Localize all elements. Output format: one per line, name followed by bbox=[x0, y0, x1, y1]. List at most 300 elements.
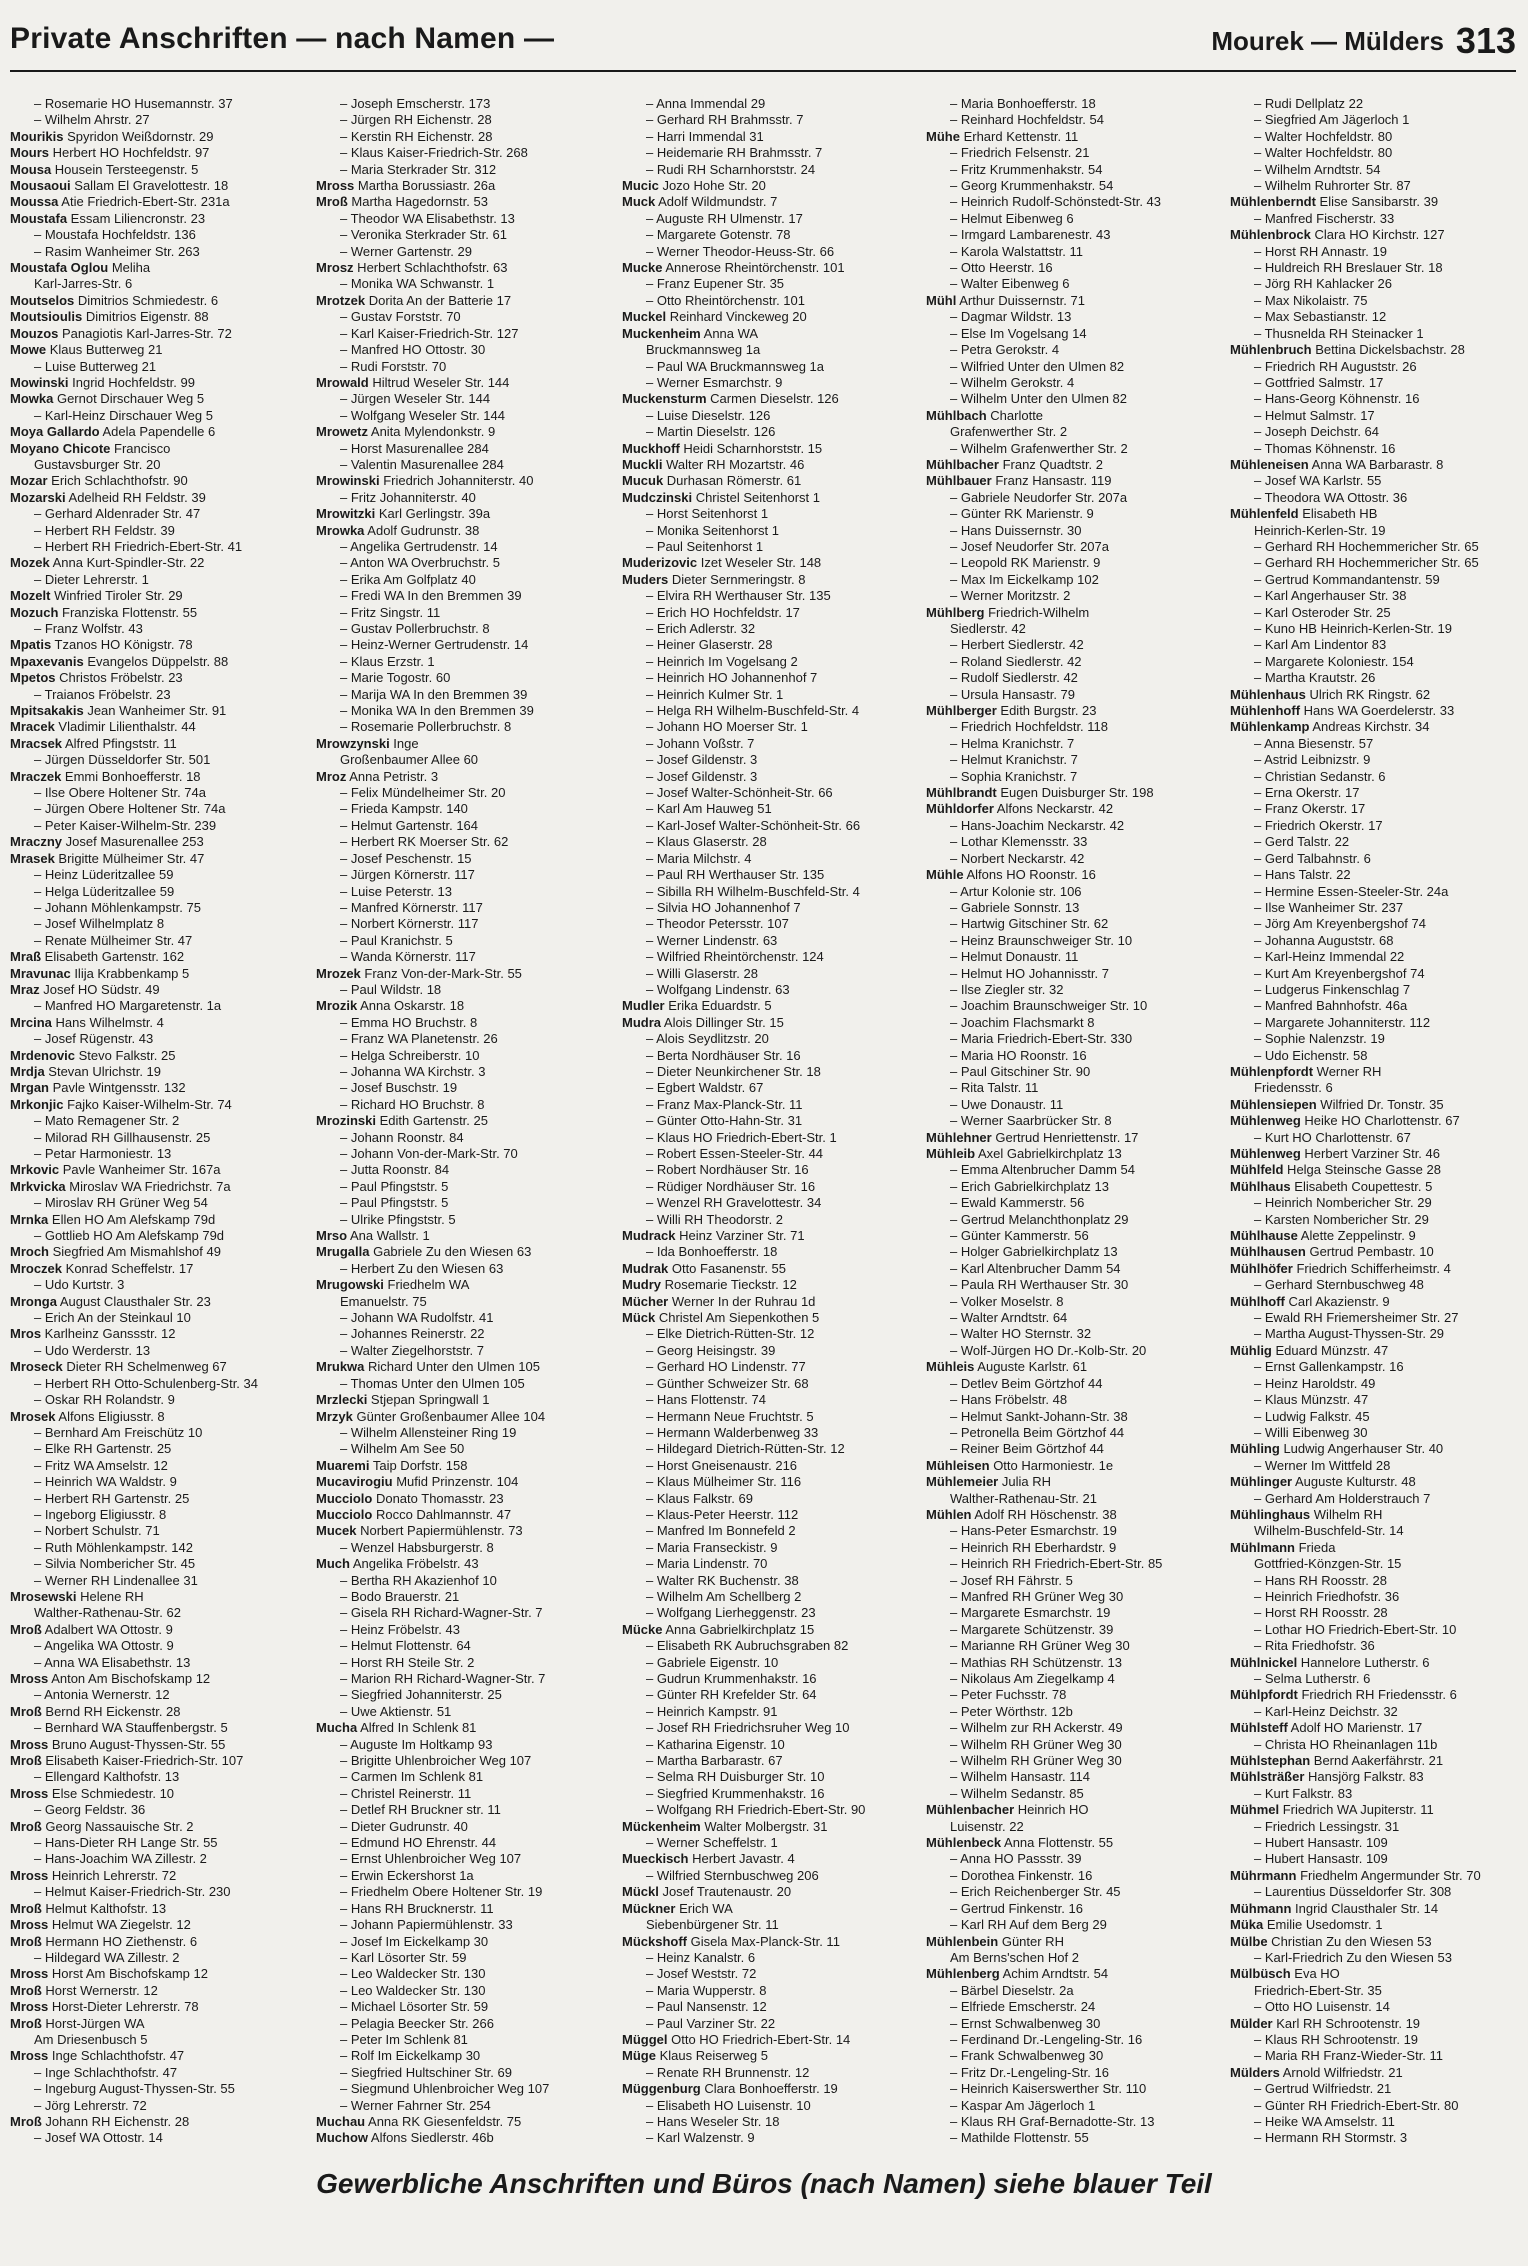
directory-entry: – Herbert RH Feldstr. 39 bbox=[34, 522, 175, 538]
surname: Mrzlecki bbox=[316, 1392, 368, 1408]
surname: Mross bbox=[316, 178, 355, 194]
directory-entry: – Christa HO Rheinanlagen 11b bbox=[1254, 1736, 1438, 1752]
directory-entry: – Traianos Fröbelstr. 23 bbox=[34, 686, 171, 702]
surname: Mühlinger bbox=[1230, 1474, 1293, 1490]
directory-entry: Mrosewski Helene RH bbox=[10, 1588, 144, 1604]
directory-entry: – Pelagia Beecker Str. 266 bbox=[340, 2015, 494, 2031]
directory-entry: – Wilhelm RH Grüner Weg 30 bbox=[950, 1753, 1122, 1769]
directory-entry: – Helmut Kaiser-Friedrich-Str. 230 bbox=[34, 1884, 231, 1900]
surname: Mrotzek bbox=[316, 292, 366, 308]
surname: Mühlbrandt bbox=[926, 785, 997, 801]
directory-entry: – Kurt Am Kreyenbergshof 74 bbox=[1254, 965, 1425, 981]
directory-entry: – Rudolf Siedlerstr. 42 bbox=[950, 670, 1078, 686]
section-title: Private Anschriften — nach Namen — bbox=[10, 22, 555, 55]
directory-entry: – Mathias RH Schützenstr. 13 bbox=[950, 1654, 1122, 1670]
directory-entry: – Heinrich Kampstr. 91 bbox=[646, 1703, 778, 1719]
directory-entry: – Werner RH Lindenallee 31 bbox=[34, 1572, 198, 1588]
directory-entry: – Wilhelm Ahrstr. 27 bbox=[34, 112, 150, 128]
directory-entry: Mrcina Hans Wilhelmstr. 4 bbox=[10, 1014, 164, 1030]
directory-entry: – Anna HO Passstr. 39 bbox=[950, 1851, 1082, 1867]
directory-entry: – Horst RH Annastr. 19 bbox=[1254, 243, 1387, 259]
directory-entry: Mrukwa Richard Unter den Ulmen 105 bbox=[316, 1359, 540, 1375]
directory-entry: – Petronella Beim Görtzhof 44 bbox=[950, 1424, 1125, 1440]
directory-entry: – Emma Altenbrucher Damm 54 bbox=[950, 1162, 1135, 1178]
directory-entry: – Anna Immendal 29 bbox=[646, 96, 766, 111]
directory-entry: Mucciolo Rocco Dahlmannstr. 47 bbox=[316, 1506, 512, 1522]
directory-entry: – Ulrike Pfingststr. 5 bbox=[340, 1211, 456, 1227]
directory-entry: – Günter RH Krefelder Str. 64 bbox=[646, 1687, 817, 1703]
surname: Mroß bbox=[10, 1621, 42, 1637]
surname: Muderizovic bbox=[622, 555, 698, 571]
directory-entry: Mrasek Brigitte Mülheimer Str. 47 bbox=[10, 850, 205, 866]
directory-entry: Mroß Bernd RH Eickenstr. 28 bbox=[10, 1703, 181, 1719]
directory-entry: – Walter Ziegelhorststr. 7 bbox=[340, 1342, 485, 1358]
directory-entry: – Walter Hochfeldstr. 80 bbox=[1254, 145, 1393, 161]
directory-entry: Mühlhause Alette Zeppelinstr. 9 bbox=[1230, 1228, 1416, 1244]
directory-entry: – Helga Lüderitzallee 59 bbox=[34, 883, 175, 899]
surname: Moya Gallardo bbox=[10, 424, 100, 440]
surname: Mühlenberndt bbox=[1230, 194, 1316, 210]
directory-entry: Mückner Erich WA bbox=[622, 1900, 733, 1916]
directory-entry: Mühlenpfordt Werner RH bbox=[1230, 1063, 1382, 1079]
directory-entry: – Helmut Flottenstr. 64 bbox=[340, 1638, 471, 1654]
surname: Mühlinghaus bbox=[1230, 1506, 1311, 1522]
directory-entry: – Rolf Im Eickelkamp 30 bbox=[340, 2048, 481, 2064]
directory-entry: Mühlstephan Bernd Aakerfährstr. 21 bbox=[1230, 1753, 1444, 1769]
directory-entry: – Wanda Körnerstr. 117 bbox=[340, 949, 476, 965]
surname: Mrosek bbox=[10, 1408, 56, 1424]
surname: Mowe bbox=[10, 342, 47, 358]
directory-entry: – Heinrich Im Vogelsang 2 bbox=[646, 653, 798, 669]
directory-entry: – Erich Adlerstr. 32 bbox=[646, 621, 756, 636]
directory-entry: – Josef Buschstr. 19 bbox=[340, 1080, 458, 1096]
directory-entry: – Emma HO Bruchstr. 8 bbox=[340, 1014, 478, 1030]
surname: Mpatis bbox=[10, 637, 52, 653]
directory-entry: Mühlehner Gertrud Henriettenstr. 17 bbox=[926, 1129, 1139, 1145]
directory-entry: Mozek Anna Kurt-Spindler-Str. 22 bbox=[10, 555, 205, 571]
directory-entry: – Rosemarie HO Husemannstr. 37 bbox=[34, 96, 233, 111]
directory-entry: – Heinz Braunschweiger Str. 10 bbox=[950, 932, 1133, 948]
directory-entry: – Selma Lutherstr. 6 bbox=[1254, 1671, 1371, 1686]
directory-entry: – Silvia Nombericher Str. 45 bbox=[34, 1556, 196, 1572]
directory-entry: Mückl Josef Trautenaustr. 20 bbox=[622, 1884, 792, 1900]
directory-entry: – Klaus Falkstr. 69 bbox=[646, 1490, 753, 1506]
directory-entry: – Walter Arndtstr. 64 bbox=[950, 1310, 1068, 1326]
directory-entry: – Karola Walstattstr. 11 bbox=[950, 243, 1083, 259]
directory-entry: – Franz Max-Planck-Str. 11 bbox=[646, 1096, 803, 1112]
surname: Mrkovic bbox=[10, 1162, 60, 1178]
directory-entry: – Heiner Glaserstr. 28 bbox=[646, 637, 773, 653]
surname: Muchow bbox=[316, 2130, 368, 2146]
directory-entry: – Brigitte Uhlenbroicher Weg 107 bbox=[340, 1753, 532, 1769]
surname: Muck bbox=[622, 194, 656, 210]
directory-entry: Mudczinski Christel Seitenhorst 1 bbox=[622, 489, 820, 505]
surname: Muchau bbox=[316, 2113, 366, 2129]
surname: Mross bbox=[10, 1999, 49, 2015]
directory-entry: – Josef Gildenstr. 3 bbox=[646, 768, 758, 784]
directory-entry: – Ludgerus Finkenschlag 7 bbox=[1254, 981, 1411, 997]
directory-entry: – Friedrich Lessingstr. 31 bbox=[1254, 1818, 1400, 1834]
directory-entry: Mrotzek Dorita An der Batterie 17 bbox=[316, 292, 512, 308]
surname: Mpaxevanis bbox=[10, 653, 84, 669]
directory-entry: – Maria Friedrich-Ebert-Str. 330 bbox=[950, 1031, 1133, 1047]
surname: Müka bbox=[1230, 1917, 1264, 1933]
directory-entry: Mühlnickel Hannelore Lutherstr. 6 bbox=[1230, 1654, 1430, 1670]
surname: Mühleneisen bbox=[1230, 456, 1309, 472]
directory-entry: Muders Dieter Sernmeringstr. 8 bbox=[622, 571, 806, 587]
directory-entry: Mucke Annerose Rheintörchenstr. 101 bbox=[622, 260, 845, 276]
directory-entry: – Jürgen RH Eichenstr. 28 bbox=[340, 112, 492, 128]
directory-entry: Mührmann Friedhelm Angermunder Str. 70 bbox=[1230, 1867, 1481, 1883]
surname: Mühlenkamp bbox=[1230, 719, 1310, 735]
directory-entry: Mouzos Panagiotis Karl-Jarres-Str. 72 bbox=[10, 325, 232, 341]
directory-entry: – Herbert Siedlerstr. 42 bbox=[950, 637, 1084, 653]
directory-entry: – Klaus Münzstr. 47 bbox=[1254, 1392, 1369, 1408]
directory-entry: – Wilfried Sternbuschweg 206 bbox=[646, 1867, 819, 1883]
directory-entry: Heinrich-Kerlen-Str. 19 bbox=[1254, 522, 1386, 538]
directory-entry: Muckenheim Anna WA bbox=[622, 325, 759, 341]
directory-entry: – Ingeburg August-Thyssen-Str. 55 bbox=[34, 2081, 235, 2097]
surname: Mühleisen bbox=[926, 1457, 990, 1473]
surname: Mrozik bbox=[316, 998, 358, 1014]
surname: Moyano Chicote bbox=[10, 440, 111, 456]
surname: Mrozinski bbox=[316, 1113, 376, 1129]
surname: Mühlsteff bbox=[1230, 1720, 1288, 1736]
directory-entry: – Helmut HO Johannisstr. 7 bbox=[950, 965, 1109, 981]
directory-entry: – Josef Peschenstr. 15 bbox=[340, 850, 472, 866]
directory-entry: – Günter Kammerstr. 56 bbox=[950, 1228, 1089, 1244]
surname: Mracek bbox=[10, 719, 55, 735]
directory-entry: – Auguste RH Ulmenstr. 17 bbox=[646, 210, 803, 226]
directory-entry: – Friedrich Felsenstr. 21 bbox=[950, 145, 1090, 161]
directory-entry: Mühleneisen Anna WA Barbarastr. 8 bbox=[1230, 456, 1444, 472]
surname: Mühlberger bbox=[926, 703, 997, 719]
surname: Mühmel bbox=[1230, 1802, 1280, 1818]
directory-entry: – Petar Harmoniestr. 13 bbox=[34, 1146, 172, 1161]
directory-entry: – Helga RH Wilhelm-Buschfeld-Str. 4 bbox=[646, 703, 860, 719]
directory-entry: – Wilhelm Grafenwerther Str. 2 bbox=[950, 440, 1128, 456]
surname: Mrozek bbox=[316, 965, 361, 981]
directory-entry: – Joachim Flachsmarkt 8 bbox=[950, 1014, 1095, 1030]
directory-entry: Mrkonjic Fajko Kaiser-Wilhelm-Str. 74 bbox=[10, 1096, 232, 1112]
directory-entry: Mühlhöfer Friedrich Schifferheimstr. 4 bbox=[1230, 1260, 1451, 1276]
directory-entry: – Hermann RH Stormstr. 3 bbox=[1254, 2130, 1408, 2146]
directory-entry: – Maria Sterkrader Str. 312 bbox=[340, 161, 497, 177]
surname: Mros bbox=[10, 1326, 42, 1342]
surname: Mrukwa bbox=[316, 1359, 365, 1375]
directory-entry: – Günther Schweizer Str. 68 bbox=[646, 1375, 809, 1391]
surname: Mückner bbox=[622, 1900, 676, 1916]
surname: Mühlenweg bbox=[1230, 1146, 1301, 1161]
directory-entry: – Paul Pfingststr. 5 bbox=[340, 1178, 449, 1194]
directory-entry: – Heinz Lüderitzallee 59 bbox=[34, 867, 174, 883]
directory-entry: – Ernst Gallenkampstr. 16 bbox=[1254, 1359, 1404, 1375]
directory-entry: Mühlenhaus Ulrich RK Ringstr. 62 bbox=[1230, 686, 1431, 702]
surname: Mross bbox=[10, 1736, 49, 1752]
directory-entry: – Maria Milchstr. 4 bbox=[646, 850, 752, 866]
surname: Mrso bbox=[316, 1228, 348, 1244]
directory-entry: Moya Gallardo Adela Papendelle 6 bbox=[10, 424, 216, 440]
directory-entry: Mühlbacher Franz Quadtstr. 2 bbox=[926, 456, 1104, 472]
directory-entry: Mühmel Friedrich WA Jupiterstr. 11 bbox=[1230, 1802, 1434, 1818]
directory-entry: – Erich Reichenberger Str. 45 bbox=[950, 1884, 1121, 1900]
directory-entry: – Johanna Auguststr. 68 bbox=[1254, 932, 1394, 948]
directory-entry: Mrugalla Gabriele Zu den Wiesen 63 bbox=[316, 1244, 532, 1260]
directory-entry: – Gustav Pollerbruchstr. 8 bbox=[340, 621, 490, 636]
surname: Mroß bbox=[10, 2113, 42, 2129]
directory-entry: – Karl Walzenstr. 9 bbox=[646, 2130, 755, 2146]
directory-entry: Mpatis Tzanos HO Königstr. 78 bbox=[10, 637, 193, 653]
surname: Müge bbox=[622, 2048, 656, 2064]
directory-entry: Mueckisch Herbert Javastr. 4 bbox=[622, 1851, 795, 1867]
surname: Mühlenbeck bbox=[926, 1835, 1002, 1851]
directory-entry: – Gabriele Eigenstr. 10 bbox=[646, 1654, 779, 1670]
directory-entry: – Luise Peterstr. 13 bbox=[340, 883, 453, 899]
directory-entry: – Wilhelm Arndtstr. 54 bbox=[1254, 161, 1381, 177]
directory-entry: – Lothar Klemensstr. 33 bbox=[950, 834, 1088, 850]
directory-entry: – Karl-Josef Walter-Schönheit-Str. 66 bbox=[646, 817, 861, 833]
directory-entry: – Astrid Leibnizstr. 9 bbox=[1254, 752, 1371, 768]
directory-entry: – Helmut Donaustr. 11 bbox=[950, 949, 1079, 965]
directory-entry: – Rudi RH Scharnhorststr. 24 bbox=[646, 161, 816, 177]
directory-entry: – Hans-Georg Köhnenstr. 16 bbox=[1254, 391, 1420, 407]
directory-entry: – Manfred HO Ottostr. 30 bbox=[340, 342, 486, 358]
directory-entry: – Hildegard WA Zillestr. 2 bbox=[34, 1949, 180, 1965]
directory-entry: – Werner Lindenstr. 63 bbox=[646, 932, 778, 948]
surname: Mueckisch bbox=[622, 1851, 689, 1867]
directory-entry: – Karl Kaiser-Friedrich-Str. 127 bbox=[340, 325, 519, 341]
directory-entry: Mrozik Anna Oskarstr. 18 bbox=[316, 998, 465, 1014]
directory-entry: – Wilhelm Ruhrorter Str. 87 bbox=[1254, 178, 1411, 194]
directory-columns bbox=[10, 96, 1520, 2156]
directory-entry: Mross Horst-Dieter Lehrerstr. 78 bbox=[10, 1999, 199, 2015]
directory-entry: – Wenzel Habsburgerstr. 8 bbox=[340, 1539, 494, 1555]
directory-entry: – Johann WA Rudolfstr. 41 bbox=[340, 1310, 494, 1326]
surname: Mrowetz bbox=[316, 424, 368, 440]
directory-entry: Mozelt Winfried Tiroler Str. 29 bbox=[10, 588, 183, 604]
directory-entry: Mühlinger Auguste Kulturstr. 48 bbox=[1230, 1474, 1416, 1490]
directory-entry: – Bärbel Dieselstr. 2a bbox=[950, 1982, 1074, 1998]
surname: Mühlen bbox=[926, 1506, 972, 1522]
directory-entry: Mühlbrandt Eugen Duisburger Str. 198 bbox=[926, 785, 1154, 801]
directory-entry: – Heinz Fröbelstr. 43 bbox=[340, 1621, 460, 1637]
directory-entry: Mühlhaus Elisabeth Coupettestr. 5 bbox=[1230, 1178, 1433, 1194]
directory-entry: – Heinrich Friedhofstr. 36 bbox=[1254, 1588, 1400, 1604]
directory-entry: – Jürgen Düsseldorfer Str. 501 bbox=[34, 752, 211, 768]
directory-entry: Mross Else Schmiedestr. 10 bbox=[10, 1785, 175, 1801]
directory-entry: – Karl Am Lindentor 83 bbox=[1254, 637, 1387, 653]
directory-entry: – Christel Reinerstr. 11 bbox=[340, 1785, 472, 1801]
directory-entry: – Anna Biesenstr. 57 bbox=[1254, 735, 1374, 751]
surname: Mücke bbox=[622, 1621, 663, 1637]
column-1 bbox=[10, 96, 312, 2156]
directory-entry: Mühlenweg Herbert Varziner Str. 46 bbox=[1230, 1146, 1440, 1161]
column-4 bbox=[916, 96, 1218, 2156]
directory-entry: – Elisabeth RK Aubruchsgraben 82 bbox=[646, 1638, 849, 1654]
directory-entry: Mühlenbacher Heinrich HO bbox=[926, 1802, 1089, 1818]
directory-entry: – Mato Remagener Str. 2 bbox=[34, 1113, 180, 1129]
surname: Mrdja bbox=[10, 1063, 45, 1079]
surname: Mülder bbox=[1230, 2015, 1273, 2031]
directory-entry: – Joseph Emscherstr. 173 bbox=[340, 96, 491, 111]
directory-entry: – Gerhard Aldenrader Str. 47 bbox=[34, 506, 201, 522]
directory-entry: – Mathilde Flottenstr. 55 bbox=[950, 2130, 1089, 2146]
directory-entry: – Werner Moritzstr. 2 bbox=[950, 588, 1071, 604]
directory-entry: – Klaus HO Friedrich-Ebert-Str. 1 bbox=[646, 1129, 837, 1145]
directory-entry: – Johann Roonstr. 84 bbox=[340, 1129, 464, 1145]
directory-entry: – Reiner Beim Görtzhof 44 bbox=[950, 1441, 1104, 1457]
directory-entry: Mousaoui Sallam El Gravelottestr. 18 bbox=[10, 178, 229, 194]
directory-entry: – Oskar RH Rolandstr. 9 bbox=[34, 1392, 175, 1408]
directory-entry: – Siegmund Uhlenbroicher Weg 107 bbox=[340, 2081, 550, 2097]
directory-entry: – Otto Rheintörchenstr. 101 bbox=[646, 292, 805, 308]
directory-entry: Moutselos Dimitrios Schmiedestr. 6 bbox=[10, 292, 219, 308]
surname: Mozek bbox=[10, 555, 50, 571]
directory-entry: Muck Adolf Wildmundstr. 7 bbox=[622, 194, 778, 210]
directory-entry: Mucuk Durhasan Römerstr. 61 bbox=[622, 473, 802, 489]
directory-entry: Mücher Werner In der Ruhrau 1d bbox=[622, 1293, 816, 1309]
surname: Mroß bbox=[10, 1933, 42, 1949]
directory-entry: – Gerd Talbahnstr. 6 bbox=[1254, 850, 1371, 866]
directory-entry: Mpitsakakis Jean Wanheimer Str. 91 bbox=[10, 703, 227, 719]
directory-entry: Mühlenweg Heike HO Charlottenstr. 67 bbox=[1230, 1113, 1460, 1129]
directory-entry: Am Berns'schen Hof 2 bbox=[950, 1949, 1079, 1965]
directory-entry: – Monika WA Schwanstr. 1 bbox=[340, 276, 495, 292]
directory-entry: – Elfriede Emscherstr. 24 bbox=[950, 1999, 1096, 2015]
directory-entry: – Willi Glaserstr. 28 bbox=[646, 965, 758, 981]
directory-entry: – Georg Krummenhakstr. 54 bbox=[950, 178, 1114, 194]
directory-entry: – Rasim Wanheimer Str. 263 bbox=[34, 243, 200, 259]
directory-entry: Mühlsträßer Hansjörg Falkstr. 83 bbox=[1230, 1769, 1424, 1785]
directory-entry: – Georg Heisingstr. 39 bbox=[646, 1342, 776, 1358]
directory-entry: Mroczek Konrad Scheffelstr. 17 bbox=[10, 1260, 194, 1276]
directory-entry: – Luise Dieselstr. 126 bbox=[646, 407, 771, 423]
surname: Moussa bbox=[10, 194, 59, 210]
surname: Mülders bbox=[1230, 2064, 1280, 2080]
surname: Mühlhoff bbox=[1230, 1293, 1285, 1309]
running-head bbox=[1211, 20, 1516, 62]
directory-entry: Much Angelika Fröbelstr. 43 bbox=[316, 1556, 479, 1572]
surname: Mühlenhoff bbox=[1230, 703, 1301, 719]
directory-entry: Wilhelm-Buschfeld-Str. 14 bbox=[1254, 1523, 1404, 1539]
directory-entry: – Jörg RH Kahlacker 26 bbox=[1254, 276, 1393, 292]
directory-entry: – Gudrun Krummenhakstr. 16 bbox=[646, 1671, 817, 1686]
directory-entry: Müggel Otto HO Friedrich-Ebert-Str. 14 bbox=[622, 2031, 851, 2047]
directory-entry: Mühleisen Otto Harmoniestr. 1e bbox=[926, 1457, 1114, 1473]
directory-entry: Mroß Elisabeth Kaiser-Friedrich-Str. 107 bbox=[10, 1753, 244, 1769]
directory-entry: – Heinrich Rudolf-Schönstedt-Str. 43 bbox=[950, 194, 1161, 210]
directory-entry: – Gertrud Kommandantenstr. 59 bbox=[1254, 571, 1440, 587]
directory-entry: – Petra Gerokstr. 4 bbox=[950, 342, 1060, 358]
directory-entry: – Friedrich Hochfeldstr. 118 bbox=[950, 719, 1108, 735]
surname: Mühlenbrock bbox=[1230, 227, 1311, 243]
directory-entry: – Franz Eupener Str. 35 bbox=[646, 276, 785, 292]
directory-entry: – Jörg Am Kreyenbergshof 74 bbox=[1254, 916, 1426, 932]
surname: Mross bbox=[10, 1917, 49, 1933]
directory-entry: – Hubert Hansastr. 109 bbox=[1254, 1851, 1388, 1867]
directory-entry: Mühlhausen Gertrud Pembastr. 10 bbox=[1230, 1244, 1434, 1260]
directory-entry: – Detlev Beim Görtzhof 44 bbox=[950, 1375, 1103, 1391]
directory-entry: – Miroslav RH Grüner Weg 54 bbox=[34, 1195, 208, 1211]
surname: Mozarski bbox=[10, 489, 66, 505]
directory-entry: – Alois Seydlitzstr. 20 bbox=[646, 1031, 769, 1047]
directory-entry: Muckensturm Carmen Dieselstr. 126 bbox=[622, 391, 839, 407]
directory-entry: – Herbert RH Friedrich-Ebert-Str. 41 bbox=[34, 538, 243, 554]
surname: Mrgan bbox=[10, 1080, 49, 1096]
directory-entry: Emanuelstr. 75 bbox=[340, 1293, 427, 1309]
surname: Mross bbox=[10, 2048, 49, 2064]
directory-entry: – Karl Angerhauser Str. 38 bbox=[1254, 588, 1407, 604]
directory-entry: – Anton WA Overbruchstr. 5 bbox=[340, 555, 500, 571]
directory-entry: – Kerstin RH Eichenstr. 28 bbox=[340, 128, 493, 144]
directory-entry: – Hans Weseler Str. 18 bbox=[646, 2113, 780, 2129]
directory-entry: – Heidemarie RH Brahmsstr. 7 bbox=[646, 145, 823, 161]
directory-entry: – Heinz Haroldstr. 49 bbox=[1254, 1375, 1376, 1391]
surname: Müggel bbox=[622, 2031, 668, 2047]
surname: Mucic bbox=[622, 178, 659, 194]
directory-entry: Mucic Jozo Hohe Str. 20 bbox=[622, 178, 766, 194]
directory-entry: – Helmut Salmstr. 17 bbox=[1254, 407, 1375, 423]
directory-entry: – Wilfried Unter den Ulmen 82 bbox=[950, 358, 1125, 374]
directory-entry: – Johann Möhlenkampstr. 75 bbox=[34, 899, 201, 915]
directory-entry: Mross Bruno August-Thyssen-Str. 55 bbox=[10, 1736, 226, 1752]
directory-entry: – Jürgen Obere Holtener Str. 74a bbox=[34, 801, 226, 817]
directory-entry: Mühlensiepen Wilfried Dr. Tonstr. 35 bbox=[1230, 1096, 1444, 1112]
directory-entry: – Joseph Deichstr. 64 bbox=[1254, 424, 1380, 440]
surname: Mowka bbox=[10, 391, 54, 407]
directory-entry: – Hans-Dieter RH Lange Str. 55 bbox=[34, 1835, 218, 1851]
surname: Mroseck bbox=[10, 1359, 63, 1375]
directory-entry: – Huldreich RH Breslauer Str. 18 bbox=[1254, 260, 1443, 276]
directory-entry: – Marie Togostr. 60 bbox=[340, 670, 451, 686]
directory-entry: – Paul Seitenhorst 1 bbox=[646, 538, 764, 554]
surname: Mühlbach bbox=[926, 407, 987, 423]
directory-entry: – Gustav Forststr. 70 bbox=[340, 309, 461, 325]
directory-entry: – Josef Walter-Schönheit-Str. 66 bbox=[646, 785, 833, 801]
directory-entry: – Josef Weststr. 72 bbox=[646, 1966, 757, 1982]
directory-entry: Mühlemeier Julia RH bbox=[926, 1474, 1051, 1490]
directory-entry: Mühmann Ingrid Clausthaler Str. 14 bbox=[1230, 1900, 1439, 1916]
directory-entry: – Auguste Im Holtkamp 93 bbox=[340, 1736, 493, 1752]
directory-entry: – Heinrich Nombericher Str. 29 bbox=[1254, 1195, 1432, 1211]
directory-entry: Mühle Alfons HO Roonstr. 16 bbox=[926, 867, 1096, 883]
directory-entry: – Felix Mündelheimer Str. 20 bbox=[340, 785, 506, 801]
surname: Muckhoff bbox=[622, 440, 680, 456]
directory-entry: – Herbert RK Moerser Str. 62 bbox=[340, 834, 509, 850]
surname: Mühleis bbox=[926, 1359, 975, 1375]
directory-entry: – Willi Eibenweg 30 bbox=[1254, 1424, 1368, 1440]
directory-entry: – Robert Essen-Steeler-Str. 44 bbox=[646, 1146, 824, 1161]
page-header bbox=[10, 18, 1516, 72]
directory-entry: – Wilhelm Am Schellberg 2 bbox=[646, 1588, 802, 1604]
directory-entry: Mroß Helmut Kalthofstr. 13 bbox=[10, 1900, 167, 1916]
directory-entry: – Klaus Mülheimer Str. 116 bbox=[646, 1474, 802, 1490]
surname: Mroß bbox=[10, 1982, 42, 1998]
directory-entry: – Detlef RH Bruckner str. 11 bbox=[340, 1802, 501, 1818]
surname: Mucek bbox=[316, 1523, 357, 1539]
directory-entry: – Wolfgang Weseler Str. 144 bbox=[340, 407, 506, 423]
directory-entry: – Wilhelm RH Grüner Weg 30 bbox=[950, 1736, 1122, 1752]
directory-entry: – Herbert RH Otto-Schulenberg-Str. 34 bbox=[34, 1375, 258, 1391]
surname: Mrcina bbox=[10, 1014, 52, 1030]
directory-entry: – Maria RH Franz-Wieder-Str. 11 bbox=[1254, 2048, 1444, 2064]
surname: Mucha bbox=[316, 1720, 358, 1736]
directory-entry: Mroß Hermann HO Ziethenstr. 6 bbox=[10, 1933, 198, 1949]
directory-entry: – Thomas Köhnenstr. 16 bbox=[1254, 440, 1396, 456]
directory-entry: – Erna Okerstr. 17 bbox=[1254, 785, 1360, 801]
directory-entry: Mühlmann Frieda bbox=[1230, 1539, 1336, 1555]
directory-entry: Mühlberg Friedrich-Wilhelm bbox=[926, 604, 1090, 620]
